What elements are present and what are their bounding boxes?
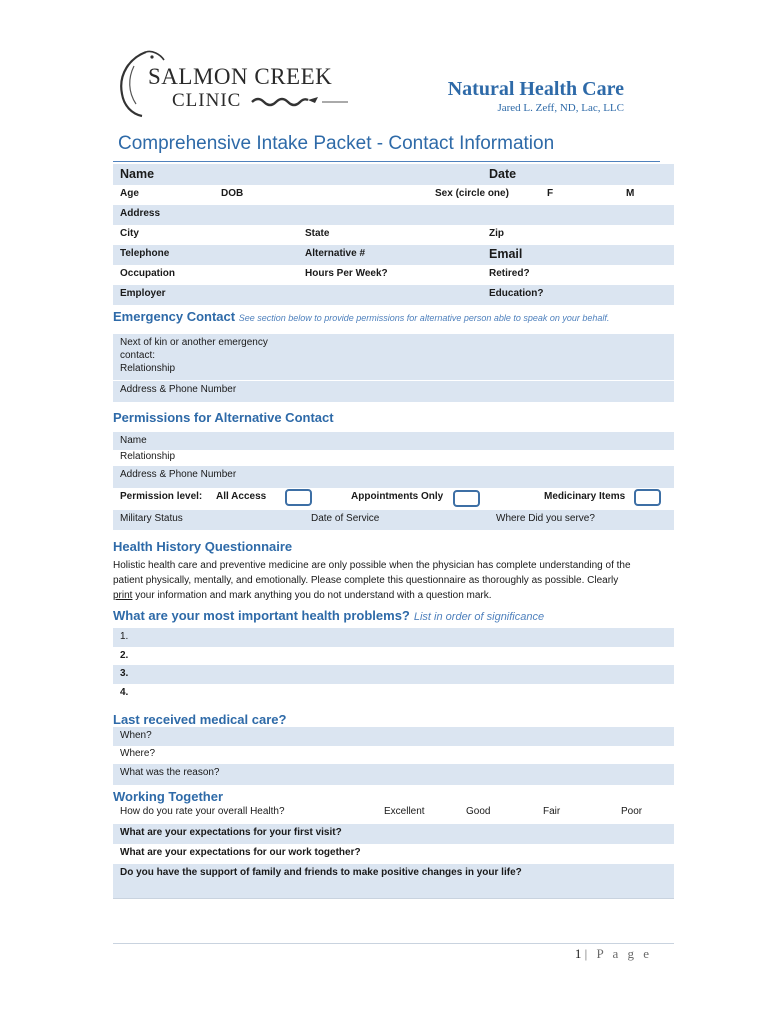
page-label: | P a g e bbox=[584, 946, 652, 961]
history-line-3 bbox=[113, 588, 673, 603]
logo-line-1: SALMON CREEK bbox=[148, 64, 333, 89]
date-label: Date bbox=[489, 167, 517, 181]
kin-label-2: contact: bbox=[120, 350, 156, 361]
history-line-1: Holistic health care and preventive medicine are only possible when the physician has complete understanding of the bbox=[113, 560, 631, 571]
employer-label: Employer bbox=[120, 288, 166, 299]
emergency-relationship-row[interactable] bbox=[113, 362, 674, 380]
age-row[interactable] bbox=[113, 185, 674, 205]
employer-row[interactable] bbox=[113, 285, 674, 305]
occupation-label: Occupation bbox=[120, 268, 176, 279]
when-row[interactable] bbox=[113, 727, 674, 746]
permission-address-row[interactable] bbox=[113, 466, 674, 488]
medicinary-checkbox[interactable] bbox=[634, 489, 661, 506]
problems-heading-text: What are your most important health problems? bbox=[113, 608, 410, 623]
history-line-2: patient physically, mentally, and emotionally. Please complete this questionnaire as thoroughly as possible. Clearly bbox=[113, 575, 619, 586]
page-title: Comprehensive Intake Packet - Contact Information bbox=[118, 133, 555, 154]
city-label: City bbox=[120, 228, 139, 239]
telephone-row[interactable] bbox=[113, 245, 674, 265]
appointments-label: Appointments Only bbox=[351, 491, 444, 502]
title-divider bbox=[113, 161, 660, 162]
zip-label: Zip bbox=[489, 228, 504, 239]
email-label: Email bbox=[489, 247, 523, 261]
history-paragraph bbox=[113, 558, 673, 603]
first-visit-row[interactable] bbox=[113, 824, 674, 844]
problem-row[interactable] bbox=[113, 665, 674, 684]
reason-label: What was the reason? bbox=[120, 767, 220, 778]
kin-label-1: Next of kin or another emergency bbox=[120, 337, 268, 348]
permission-level-label: Permission level: bbox=[120, 491, 203, 502]
problem-4-label: 4. bbox=[120, 687, 129, 698]
age-label: Age bbox=[120, 188, 139, 199]
permission-address-label: Address & Phone Number bbox=[120, 469, 237, 480]
support-label: Do you have the support of family and friends to make positive changes in your life? bbox=[120, 867, 522, 878]
problem-row[interactable] bbox=[113, 628, 674, 647]
history-heading: Health History Questionnaire bbox=[113, 539, 293, 554]
rating-good[interactable]: Good bbox=[466, 806, 491, 817]
permission-name-row[interactable] bbox=[113, 432, 674, 450]
work-together-label: What are your expectations for our work together? bbox=[120, 847, 361, 858]
page-number: 1 bbox=[574, 946, 582, 961]
support-row[interactable] bbox=[113, 864, 674, 898]
permission-name-label: Name bbox=[120, 435, 147, 446]
print-emphasis: print bbox=[113, 590, 133, 601]
history-line-3-text: your information and mark anything you do not understand with a question mark. bbox=[132, 590, 492, 601]
page-footer bbox=[575, 946, 652, 962]
problems-note: List in order of significance bbox=[413, 611, 545, 623]
problem-row[interactable] bbox=[113, 647, 674, 665]
name-label: Name bbox=[120, 167, 155, 181]
date-service-label: Date of Service bbox=[311, 513, 380, 524]
dob-label: DOB bbox=[221, 188, 244, 199]
when-label: When? bbox=[120, 730, 152, 741]
first-visit-label: What are your expectations for your first visit? bbox=[120, 827, 342, 838]
practitioner-name: Jared L. Zeff, ND, Lac, LLC bbox=[497, 102, 624, 114]
practice-name: Natural Health Care bbox=[447, 78, 624, 100]
all-access-checkbox[interactable] bbox=[285, 489, 312, 506]
sex-option-f[interactable]: F bbox=[547, 188, 554, 199]
where-row[interactable] bbox=[113, 746, 674, 764]
education-label: Education? bbox=[489, 288, 544, 299]
clinic-logo bbox=[112, 44, 352, 120]
problem-1-label: 1. bbox=[120, 631, 129, 642]
medical-heading: Last received medical care? bbox=[113, 712, 287, 727]
emergency-address-row[interactable] bbox=[113, 380, 674, 402]
city-row[interactable] bbox=[113, 225, 674, 245]
where-label: Where? bbox=[120, 748, 156, 759]
permission-level-row bbox=[113, 488, 674, 510]
emergency-heading bbox=[113, 309, 609, 324]
rate-health-label: How do you rate your overall Health? bbox=[120, 806, 285, 817]
hours-label: Hours Per Week? bbox=[305, 268, 388, 279]
working-heading: Working Together bbox=[113, 789, 224, 804]
rate-health-row bbox=[113, 805, 674, 824]
sex-label: Sex (circle one) bbox=[435, 188, 509, 199]
name-row[interactable] bbox=[113, 164, 674, 185]
address-label: Address bbox=[120, 208, 161, 219]
permission-relationship-label: Relationship bbox=[120, 451, 176, 462]
permission-relationship-row[interactable] bbox=[113, 450, 674, 466]
support-row-border bbox=[113, 898, 674, 899]
medicinary-label: Medicinary Items bbox=[544, 491, 626, 502]
military-row[interactable] bbox=[113, 510, 674, 530]
problems-heading bbox=[113, 608, 544, 623]
emergency-relationship-label: Relationship bbox=[120, 363, 176, 374]
problem-row[interactable] bbox=[113, 684, 674, 703]
footer-divider bbox=[113, 943, 674, 944]
appointments-checkbox[interactable] bbox=[453, 490, 480, 507]
military-label: Military Status bbox=[120, 513, 183, 524]
kin-row[interactable] bbox=[113, 334, 674, 362]
logo-line-2: CLINIC bbox=[172, 90, 242, 111]
rating-excellent[interactable]: Excellent bbox=[384, 806, 425, 817]
emergency-address-label: Address & Phone Number bbox=[120, 384, 237, 395]
permissions-heading: Permissions for Alternative Contact bbox=[113, 410, 334, 425]
occupation-row[interactable] bbox=[113, 265, 674, 285]
emergency-note: See section below to provide permissions for alternative person able to speak on your behalf. bbox=[238, 313, 610, 323]
where-serve-label: Where Did you serve? bbox=[496, 513, 595, 524]
problem-2-label: 2. bbox=[120, 650, 129, 661]
state-label: State bbox=[305, 228, 330, 239]
all-access-label: All Access bbox=[216, 491, 267, 502]
emergency-heading-text: Emergency Contact bbox=[113, 309, 236, 324]
retired-label: Retired? bbox=[489, 268, 530, 279]
reason-row[interactable] bbox=[113, 764, 674, 785]
telephone-label: Telephone bbox=[120, 248, 170, 259]
problem-3-label: 3. bbox=[120, 668, 129, 679]
rating-poor[interactable]: Poor bbox=[621, 806, 643, 817]
work-together-row[interactable] bbox=[113, 844, 674, 864]
address-row[interactable] bbox=[113, 205, 674, 225]
alternative-label: Alternative # bbox=[305, 248, 366, 259]
rating-fair[interactable]: Fair bbox=[543, 806, 561, 817]
sex-option-m[interactable]: M bbox=[626, 188, 635, 199]
